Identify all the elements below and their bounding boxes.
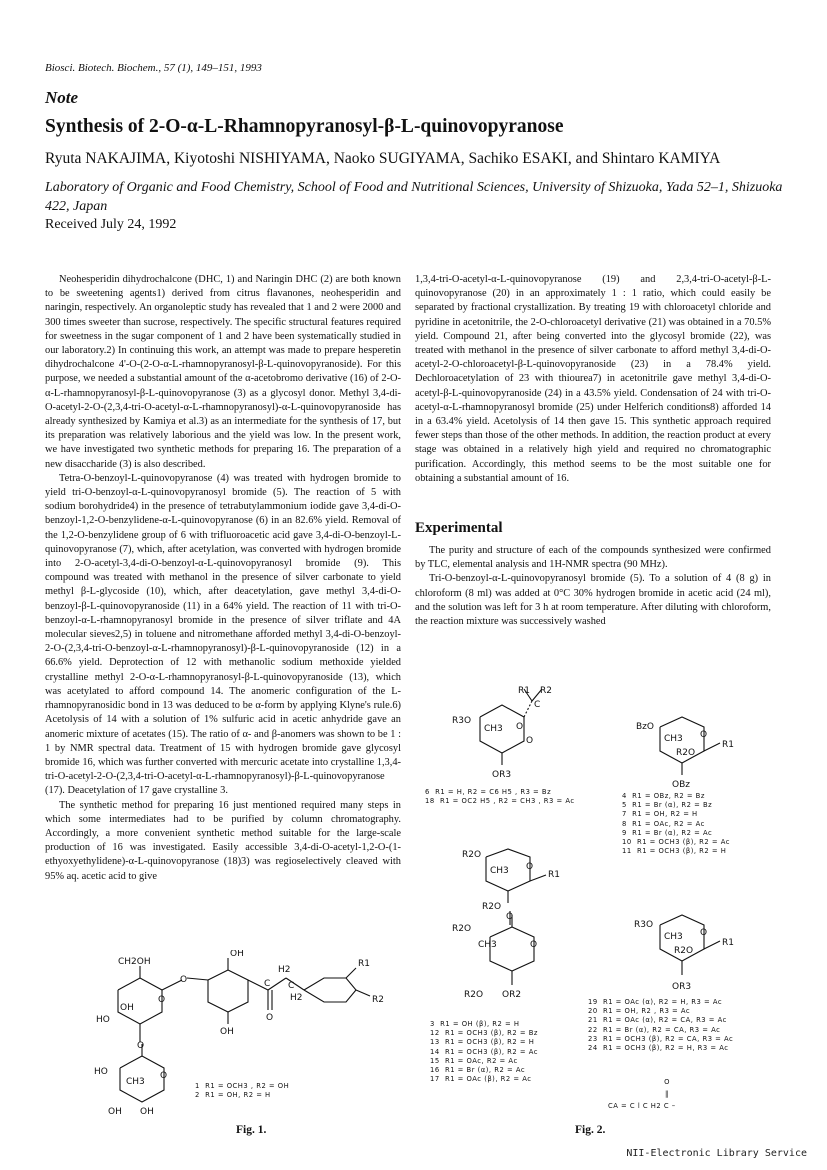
atom-label: R3O xyxy=(452,716,472,726)
atom-label: OH xyxy=(140,1107,154,1117)
atom-label: O xyxy=(137,1041,145,1051)
atom-label: O xyxy=(530,940,538,950)
paragraph: Neohesperidin dihydrochalcone (DHC, 1) and Naringin DHC (2) are both known to be sweetening agents1) derived from citrus flavanones, neohesperidin and naringin, respectively. An organoleptic study has revealed that 1 and 2 were 2000 and 300 times sweeter than sucrose, respectively. The specific structural features required for sweetness in the sugar component of 1 and 2 have been systematically studied in our laboratory.2) In continuing this work, an attempt was made to prepare hesperetin dihydrochalcone 4'-O-(2-O-α-L-rhamnopyranosyl-β-L-quinovopyranoside). For this purpose, we needed a substantial amount of the α-acetobromo derivative (16) of 2-O-α-L-rhamnopyranosyl-β-L-quinovopyranose (3) as a glycosyl donor. Methyl 3,4-di-O-acetyl-2-O-(2,3,4-tri-O-acetyl-α-L-rhamnopyranosyl)-α-L-quinovopyranoside has already synthesized by Kamiya et al.3) as an intermediate for the synthesis of 17, but its preparation was relatively laborious and the yield was low. In the present work, we have investigated two synthetic methods for preparing 16. The preparation of a new disaccharide (3) is also described. xyxy=(45,274,401,470)
atom-label: C xyxy=(288,981,295,991)
atom-label: O xyxy=(266,1013,274,1023)
atom-label: CH3 xyxy=(126,1077,145,1087)
atom-label: R1 xyxy=(722,740,734,750)
atom-label: O xyxy=(526,736,534,746)
atom-label: HO xyxy=(96,1015,110,1025)
atom-label: CH3 xyxy=(484,724,503,734)
atom-label: R2O xyxy=(674,946,694,956)
atom-label: R2O xyxy=(676,748,696,758)
paper-title: Synthesis of 2-O-α-L-Rhamnopyranosyl-β-L-quinovopyranose xyxy=(45,116,564,137)
atom-label: OH xyxy=(120,1003,134,1013)
figure-2-structure-4-11 xyxy=(630,705,760,790)
atom-label: CH2OH xyxy=(118,957,151,967)
fig2-legend-b: 4 R1 = OBz, R2 = Bz 5 R1 = Br (α), R2 = Bz 7 R1 = OH, R2 = H 8 R1 = OAc, R2 = Ac 9 R1 = Br (α), R2 = Ac 10 R1 = OCH3 (β), R2 = Ac 11 R1 = OCH3 (β), R2 = H xyxy=(622,792,731,856)
atom-label: R2 xyxy=(372,995,384,1005)
atom-label: H2 xyxy=(278,965,291,975)
atom-label: H2 xyxy=(290,993,303,1003)
atom-label: R1 xyxy=(518,686,530,696)
atom-label: R1 xyxy=(548,870,560,880)
atom-label: OR3 xyxy=(492,770,512,780)
atom-label: O xyxy=(506,912,514,922)
author-list: Ryuta NAKAJIMA, Kiyotoshi NISHIYAMA, Naoko SUGIYAMA, Sachiko ESAKI, and Shintaro KAMIYA xyxy=(45,150,721,167)
atom-label: O xyxy=(158,995,166,1005)
ca-carbonyl-o: O xyxy=(664,1078,670,1086)
experimental-text xyxy=(415,544,771,629)
section-label: Note xyxy=(45,88,79,107)
ca-formula: CA = C l C H2 C – xyxy=(608,1102,676,1110)
left-column-text xyxy=(45,273,401,884)
atom-label: OR2 xyxy=(502,990,522,1000)
atom-label: OR3 xyxy=(672,982,692,992)
received-date: Received July 24, 1992 xyxy=(45,217,177,232)
figure-1-structure xyxy=(90,950,390,1130)
affiliation: Laboratory of Organic and Food Chemistry, School of Food and Nutritional Sciences, University of Shizuoka, Yada 52–1, Shizuoka 422, Japan xyxy=(45,180,783,214)
figure-2-structure-19-24 xyxy=(630,905,760,995)
atom-label: R1 xyxy=(722,938,734,948)
fig2-legend-d: 19 R1 = OAc (α), R2 = H, R3 = Ac 20 R1 = OH, R2 , R3 = Ac 21 R1 = OAc (α), R2 = CA, R3 = Ac 22 R1 = Br (α), R2 = CA, R3 = Ac 23 R1 = OCH3 (β), R2 = CA, R3 = Ac 24 R1 = OCH3 (β), R2 = H, R3 = Ac xyxy=(588,998,734,1053)
atom-label: R2O xyxy=(482,902,502,912)
ca-double-bond: ‖ xyxy=(665,1090,669,1098)
atom-label: R2O xyxy=(462,850,482,860)
paragraph: Tetra-O-benzoyl-L-quinovopyranose (4) was treated with hydrogen bromide to yield tri-O-benzoyl-α-L-quinovopyranosyl bromide (5). The reaction of 5 with sodium borohydride4) in the presence of tetrabutylammonium iodide gave 3,4-di-O-benzoyl-1,2-O-benzylidene-α-L-quinovopyranose (6) in an 82.6% yield. Removal of the 1,2-O-benzylidene group of 6 with trifluoroacetic acid gave 3,4-di-O-benzoyl-L-quinovopyranose (7), which, after acetylation, was converted with hydrogen bromide into 2-O-acetyl-3,4-di-O-benzoyl-α-L-quinovopyranosyl bromide (9). This compound was treated with methanol in the presence of silver carbonate to yield methyl β-L-glycoside (10), which, after deacetylation, gave methyl 3,4-di-O-benzoyl-β-L-quinovopyranoside (11) in a 64% yield. The reaction of 11 with tri-O-benzoyl-α-L-rhamnopyranosyl bromide in the presence of silver triflate and 4A molecular sieves2,5) in toluene and nitromethane afforded methyl 3,4-di-O-benzoyl-2-O-(2,3,4-tri-O-benzoyl-α-L-rhamnopyranosyl)-β-L-quinovopyranoside (12) in a 66.6% yield. Deprotection of 12 with methanolic sodium methoxide yielded crystalline methyl 2-O-α-L-rhamnopyranosyl-β-L-quinovopyranoside (13), which was acetylated to afford compound 14. The anomeric configuration of the L-rhamnopyranosidic bond in 13 was deduced to be α-form by applying Klyne's rule.6) Acetolysis of 14 with a solution of 1% sulfuric acid in acetic anhydride gave an anomeric mixture of acetates (15). The ratio of α- and β-anomers was shown to be 1 : 1 by NMR spectral data. Treatment of 15 with hydrogen bromide gave glycosyl bromide 16, which was further converted with mercuric acetate into crystalline 1,3,4-tri-O-acetyl-2-O-(2,3,4-tri-O-acetyl-α-L-rhamnopyranosyl)-β-L-quinovopyranose (17). Deacetylation of 17 gave crystalline 3. xyxy=(45,472,401,797)
figure-2-structure-3-17 xyxy=(450,845,590,1015)
atom-label: OH xyxy=(220,1027,234,1037)
atom-label: R3O xyxy=(634,920,654,930)
atom-label: CH3 xyxy=(478,940,497,950)
paragraph: 1,3,4-tri-O-acetyl-α-L-quinovopyranose (19) and 2,3,4-tri-O-acetyl-β-L-quinovopyranose (20) in an approximately 1 : 1 ratio, which could easily be separated by fractional crystallization. By treating 19 with chloroacetyl chloride and pyridine in acetonitrile, the 2-O-chloroacetyl derivative (21) was obtained in a 70.5% yield. Compound 21, after being converted into the glycosyl bromide (22), was treated with methanol in the presence of silver carbonate to afford methyl 3,4-di-O-acetyl-2-O-chloroacetyl-β-L-quinovopyranoside (23) in a 78.4% yield. Dechloroacetylation of 23 with thiourea7) in acetonitrile gave methyl 3,4-di-O-acetyl-β-L-quinovopyranoside (24) in a 43.5% yield. Condensation of 24 with tri-O-acetyl-α-L-rhamnopyranosyl bromide (25) under Helferich conditions8) afforded 14 in a 63.4% yield. Acetolysis of 14 then gave 15. This synthetic approach required fewer steps than those of the other methods. In addition, the reaction product at every stage was obtained in a relatively high yield and required no chromatographic purification. Accordingly, this method seems to be the most suitable one for obtaining a substantial amount of 16. xyxy=(415,274,771,484)
atom-label: OBz xyxy=(672,780,690,790)
fig2-legend-a: 6 R1 = H, R2 = C6 H5 , R3 = Bz 18 R1 = OC2 H5 , R2 = CH3 , R3 = Ac xyxy=(425,788,575,806)
fig1-legend: 1 R1 = OCH3 , R2 = OH 2 R1 = OH, R2 = H xyxy=(195,1082,290,1100)
atom-label: R2 xyxy=(540,686,552,696)
experimental-heading: Experimental xyxy=(415,520,503,536)
figure-2-caption: Fig. 2. xyxy=(575,1124,606,1136)
atom-label: O xyxy=(700,730,708,740)
atom-label: CH3 xyxy=(490,866,509,876)
atom-label: O xyxy=(180,975,188,985)
footer-service: NII-Electronic Library Service xyxy=(626,1148,807,1159)
right-column-text xyxy=(415,273,771,486)
paragraph: Tri-O-benzoyl-α-L-quinovopyranosyl bromide (5). To a solution of 4 (8 g) in chloroform (8 ml) was added at 0°C 30% hydrogen bromide in acetic acid (24 ml), and the solution was left for 3 h at room temperature. After diluting with chloroform, the reaction mixture was successively washed xyxy=(415,573,771,628)
atom-label: HO xyxy=(94,1067,108,1077)
figure-2-structure-6-18 xyxy=(450,685,570,780)
paragraph: The purity and structure of each of the compounds synthesized were confirmed by TLC, elemental analysis and 1H-NMR spectra (90 MHz). xyxy=(415,545,771,571)
journal-citation: Biosci. Biotech. Biochem., 57 (1), 149–151, 1993 xyxy=(45,62,262,74)
paragraph: The synthetic method for preparing 16 just mentioned required many steps in which some intermediates had to be purified by column chromatography. Accordingly, a more convenient synthetic method suitable for the large-scale production of 16 was investigated. Easily accessible 3,4-di-O-acetyl-1,2-O-(1-ethyoxyethylidene)-α-L-quinovopyranose (18)3) was regioselectively cleaved with 95% aq. acetic acid to give xyxy=(45,799,401,882)
atom-label: O xyxy=(700,928,708,938)
atom-label: C xyxy=(534,700,541,710)
atom-label: OH xyxy=(108,1107,122,1117)
atom-label: CH3 xyxy=(664,734,683,744)
atom-label: R2O xyxy=(452,924,472,934)
atom-label: OH xyxy=(230,950,244,959)
figure-1-caption: Fig. 1. xyxy=(236,1124,267,1136)
fig2-legend-c: 3 R1 = OH (β), R2 = H 12 R1 = OCH3 (β), R2 = Bz 13 R1 = OCH3 (β), R2 = H 14 R1 = OCH3 (β), R2 = Ac 15 R1 = OAc, R2 = Ac 16 R1 = Br (α), R2 = Ac 17 R1 = OAc (β), R2 = Ac xyxy=(430,1020,539,1084)
atom-label: C xyxy=(264,979,271,989)
atom-label: BzO xyxy=(636,722,654,732)
atom-label: O xyxy=(160,1071,168,1081)
atom-label: O xyxy=(516,722,524,732)
atom-label: R2O xyxy=(464,990,484,1000)
atom-label: R1 xyxy=(358,959,370,969)
atom-label: O xyxy=(526,862,534,872)
atom-label: CH3 xyxy=(664,932,683,942)
